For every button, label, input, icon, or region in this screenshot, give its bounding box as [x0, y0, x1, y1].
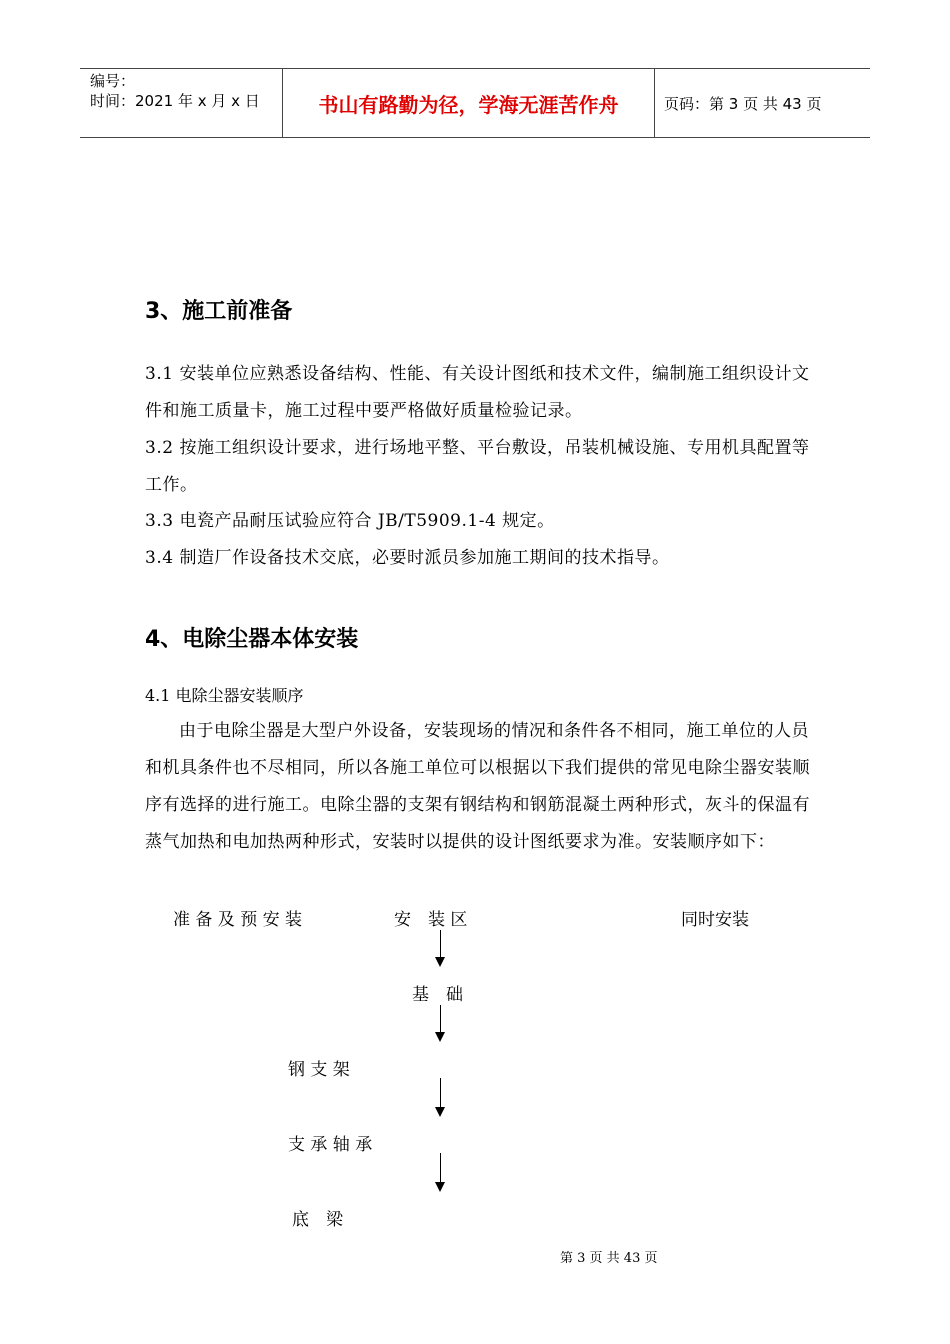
paragraph-4-1: 由于电除尘器是大型户外设备，安装现场的情况和条件各不相同，施工单位的人员和机具条件也不尽相同，所以各施工单位可以根据以下我们提供的常见电除尘器安装顺序有选择的进行施工。电除尘器的支架有钢结构和钢筋混凝土两种形式，灰斗的保温有蒸气加热和电加热两种形式，安装时以提供的设计图纸要求为准。安装顺序如下： [145, 721, 810, 852]
flow-install-area-label: 安 装 区 [394, 910, 468, 930]
flow-arrow-line [440, 1153, 441, 1183]
header-divider [654, 69, 655, 137]
flow-arrow-head [435, 1182, 445, 1192]
paragraph-3-4: 3.4 制造厂作设备技术交底，必要时派员参加施工期间的技术指导。 [145, 548, 670, 568]
header-page-label: 页码：第 3 页 共 43 页 [664, 95, 822, 113]
flow-step-steel-frame: 钢 支 架 [288, 1060, 350, 1080]
header-info [80, 69, 282, 137]
flow-prep-label: 准 备 及 预 安 装 [173, 910, 303, 930]
flow-simultaneous-label: 同时安装 [681, 910, 749, 930]
flow-arrow-head [435, 957, 445, 967]
flow-arrow-head [435, 1107, 445, 1117]
paragraph-3-3: 3.3 电瓷产品耐压试验应符合 JB/T5909.1-4 规定。 [145, 511, 555, 531]
flow-step-bottom-beam: 底 梁 [292, 1210, 343, 1230]
flow-arrow-line [440, 1005, 441, 1033]
flow-arrow-head [435, 1032, 445, 1042]
paragraph-3-1: 3.1 安装单位应熟悉设备结构、性能、有关设计图纸和技术文件，编制施工组织设计文件和施工质量卡，施工过程中要严格做好质量检验记录。 [145, 364, 810, 421]
header-motto: 书山有路勤为径，学海无涯苦作舟 [318, 92, 619, 117]
flow-step-support-bearing: 支 承 轴 承 [288, 1135, 373, 1155]
section-4-title: 4、电除尘器本体安装 [145, 627, 359, 652]
code-label: 编号： [90, 72, 136, 90]
flow-arrow-line [440, 1078, 441, 1108]
page-footer: 第 3 页 共 43 页 [560, 1251, 658, 1266]
flow-step-foundation: 基 础 [412, 985, 463, 1005]
flow-arrow-line [440, 930, 441, 958]
section-3-title: 3、施工前准备 [145, 299, 293, 324]
subsection-4-1: 4.1 电除尘器安装顺序 [145, 686, 304, 705]
time-label: 时间：2021 年 x 月 x 日 [90, 92, 260, 110]
paragraph-3-2: 3.2 按施工组织设计要求，进行场地平整、平台敷设，吊装机械设施、专用机具配置等工作。 [145, 438, 810, 495]
page-header [80, 68, 870, 138]
